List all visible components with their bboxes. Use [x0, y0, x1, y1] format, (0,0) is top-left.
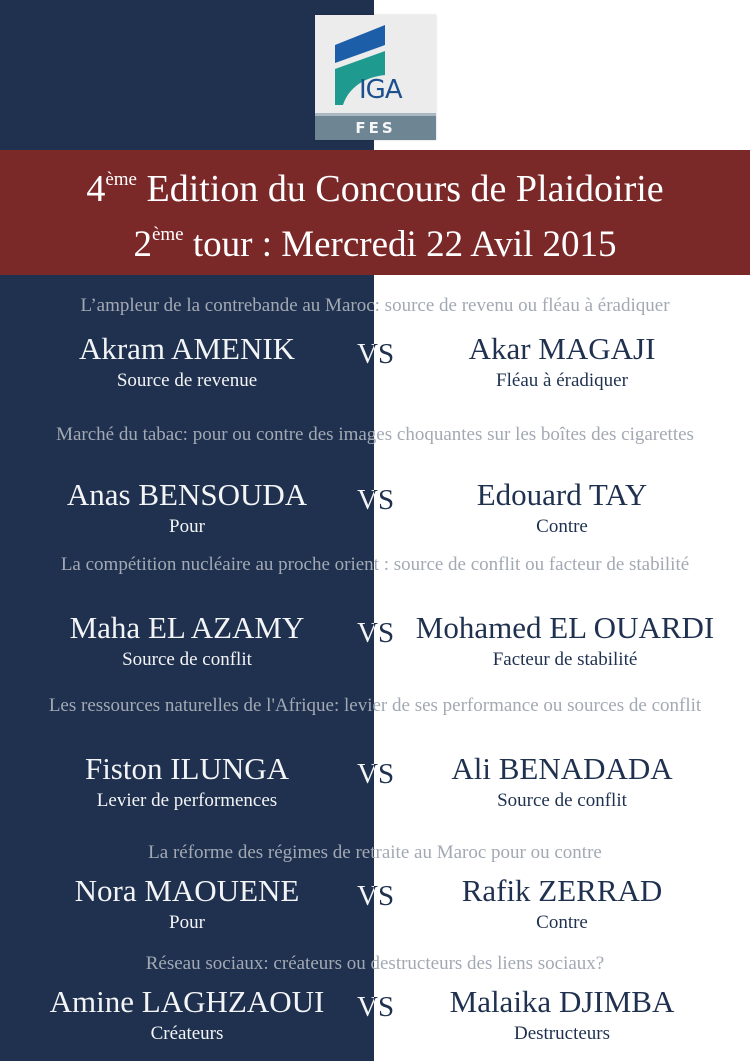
debater-name: Mohamed EL OUARDI: [415, 610, 715, 645]
right-debater: [374, 478, 750, 539]
right-debater: [390, 611, 740, 672]
round-date-text: tour : Mercredi 22 Avil 2015: [183, 224, 617, 265]
debater-stance: Fléau à éradiquer: [496, 370, 628, 391]
right-debater: [374, 332, 750, 393]
right-debater: [374, 752, 750, 813]
versus-label: VS: [357, 880, 395, 912]
edition-title: [0, 170, 750, 208]
debater-name: Edouard TAY: [476, 477, 648, 512]
left-debater: [0, 985, 374, 1046]
debater-name: Fiston ILUNGA: [84, 751, 290, 786]
debater-stance: Source de conflit: [122, 649, 252, 670]
edition-number: 4: [86, 168, 106, 210]
debater-stance: Source de conflit: [497, 790, 627, 811]
debater-name: Nora MAOUENE: [74, 873, 300, 908]
edition-ordinal: ème: [105, 169, 137, 190]
debater-stance: Contre: [536, 912, 588, 933]
round-ordinal: ème: [151, 224, 184, 245]
left-debater: [0, 752, 374, 813]
debater-name: Amine LAGHZAOUI: [49, 984, 325, 1019]
left-debater: [0, 874, 374, 935]
debater-stance: Pour: [169, 516, 205, 537]
versus-label: VS: [357, 617, 395, 649]
debate-topic: La compétition nucléaire au proche orient : source de conflit ou facteur de stabilité: [60, 554, 690, 575]
title-banner: [0, 150, 750, 275]
logo-wordmark: IGA: [359, 75, 402, 105]
debater-name: Ali BENADADA: [451, 751, 673, 786]
debater-stance: Source de revenue: [116, 370, 258, 391]
debate-topic: Marché du tabac: pour ou contre des images choquantes sur les boîtes des cigarettes: [56, 424, 694, 445]
debate-topic: Les ressources naturelles de l'Afrique: levier de ses performance ou sources de conflit: [48, 695, 702, 716]
debater-stance: Destructeurs: [513, 1023, 611, 1044]
versus-label: VS: [357, 484, 395, 516]
debater-name: Akar MAGAJI: [468, 331, 656, 366]
debate-topic: La réforme des régimes de retraite au Maroc pour ou contre: [148, 842, 602, 863]
right-debater: [374, 874, 750, 935]
debater-stance: Pour: [169, 912, 205, 933]
debate-topic: Réseau sociaux: créateurs ou destructeurs des liens sociaux?: [145, 953, 605, 974]
debater-stance: Facteur de stabilité: [492, 649, 638, 670]
versus-label: VS: [357, 991, 395, 1023]
logo-subtitle: FES: [315, 113, 436, 140]
left-debater: [0, 478, 374, 539]
versus-label: VS: [357, 338, 395, 370]
versus-label: VS: [357, 758, 395, 790]
debater-name: Malaika DJIMBA: [449, 984, 675, 1019]
debater-stance: Contre: [536, 516, 588, 537]
debater-name: Maha EL AZAMY: [69, 610, 305, 645]
debater-stance: Créateurs: [150, 1023, 224, 1044]
iga-fes-logo: [315, 15, 436, 140]
edition-text: Edition du Concours de Plaidoirie: [137, 168, 664, 210]
right-debater: [374, 985, 750, 1046]
debater-name: Akram AMENIK: [78, 331, 296, 366]
debate-topic: L’ampleur de la contrebande au Maroc: source de revenu ou fléau à éradiquer: [80, 295, 670, 316]
round-number: 2: [133, 224, 152, 265]
round-date-title: [0, 226, 750, 263]
debater-stance: Levier de performences: [96, 790, 278, 811]
left-debater: [0, 611, 374, 672]
debater-name: Anas BENSOUDA: [66, 477, 308, 512]
debater-name: Rafik ZERRAD: [461, 873, 663, 908]
left-debater: [0, 332, 374, 393]
